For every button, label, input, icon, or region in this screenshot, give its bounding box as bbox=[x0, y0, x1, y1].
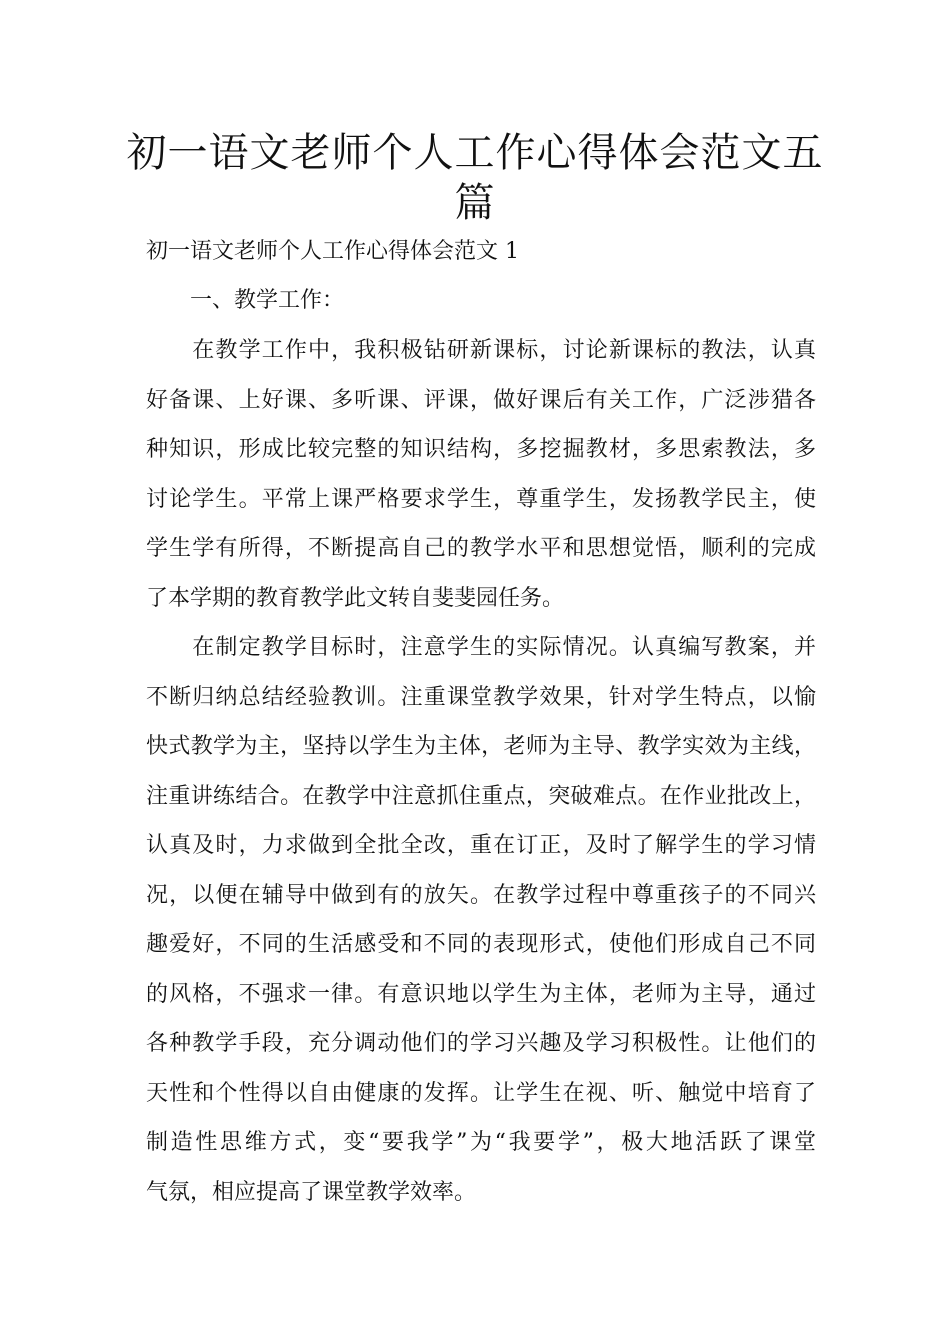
paragraph-line: 况，以便在辅导中做到有的放矢。在教学过程中尊重孩子的不同兴 bbox=[146, 882, 816, 908]
paragraph-line: 各种教学手段，充分调动他们的学习兴趣及学习积极性。让他们的 bbox=[146, 1031, 816, 1056]
paragraph-line: 趣爱好，不同的生活感受和不同的表现形式，使他们形成自己不同 bbox=[146, 932, 816, 957]
title-line-2: 篇 bbox=[454, 180, 496, 226]
document-subtitle: 初一语文老师个人工作心得体会范文 1 bbox=[146, 239, 519, 264]
paragraph-line: 了本学期的教育教学此文转自斐斐园任务。 bbox=[146, 585, 565, 611]
paragraph-line: 认真及时，力求做到全批全改，重在订正，及时了解学生的学习情 bbox=[146, 833, 816, 858]
paragraph-line: 天性和个性得以自由健康的发挥。让学生在视、听、触觉中培育了 bbox=[146, 1080, 816, 1106]
paragraph-line: 学生学有所得，不断提高自己的教学水平和思想觉悟，顺利的完成 bbox=[146, 536, 816, 561]
document-title bbox=[120, 128, 830, 228]
paragraph-line: 在教学工作中，我积极钻研新课标，讨论新课标的教法，认真 bbox=[146, 338, 816, 363]
paragraph-line: 不断归纳总结经验教训。注重课堂教学效果，针对学生特点，以愉 bbox=[146, 684, 816, 710]
paragraph-line: 气氛，相应提高了课堂教学效率。 bbox=[146, 1179, 477, 1205]
section-heading: 一、教学工作： bbox=[190, 288, 345, 313]
title-line-1: 初一语文老师个人工作心得体会范文五 bbox=[126, 130, 824, 176]
paragraph-line: 讨论学生。平常上课严格要求学生，尊重学生，发扬教学民主，使 bbox=[146, 486, 816, 512]
paragraph-line: 在制定教学目标时，注意学生的实际情况。认真编写教案，并 bbox=[146, 635, 816, 660]
paragraph-line: 注重讲练结合。在教学中注意抓住重点，突破难点。在作业批改上， bbox=[146, 783, 816, 809]
paragraph-2 bbox=[146, 623, 816, 1217]
paragraph-line: 好备课、上好课、多听课、评课，做好课后有关工作，广泛涉猎各 bbox=[146, 387, 816, 413]
paragraph-line: 快式教学为主，坚持以学生为主体，老师为主导、教学实效为主线， bbox=[146, 734, 816, 759]
paragraph-line: 制造性思维方式，变“要我学”为“我要学”，极大地活跃了课堂 bbox=[146, 1130, 816, 1155]
paragraph-1 bbox=[146, 326, 816, 623]
paragraph-line: 种知识，形成比较完整的知识结构，多挖掘教材，多思索教法，多 bbox=[146, 437, 816, 462]
paragraph-line: 的风格，不强求一律。有意识地以学生为主体，老师为主导，通过 bbox=[146, 981, 816, 1007]
